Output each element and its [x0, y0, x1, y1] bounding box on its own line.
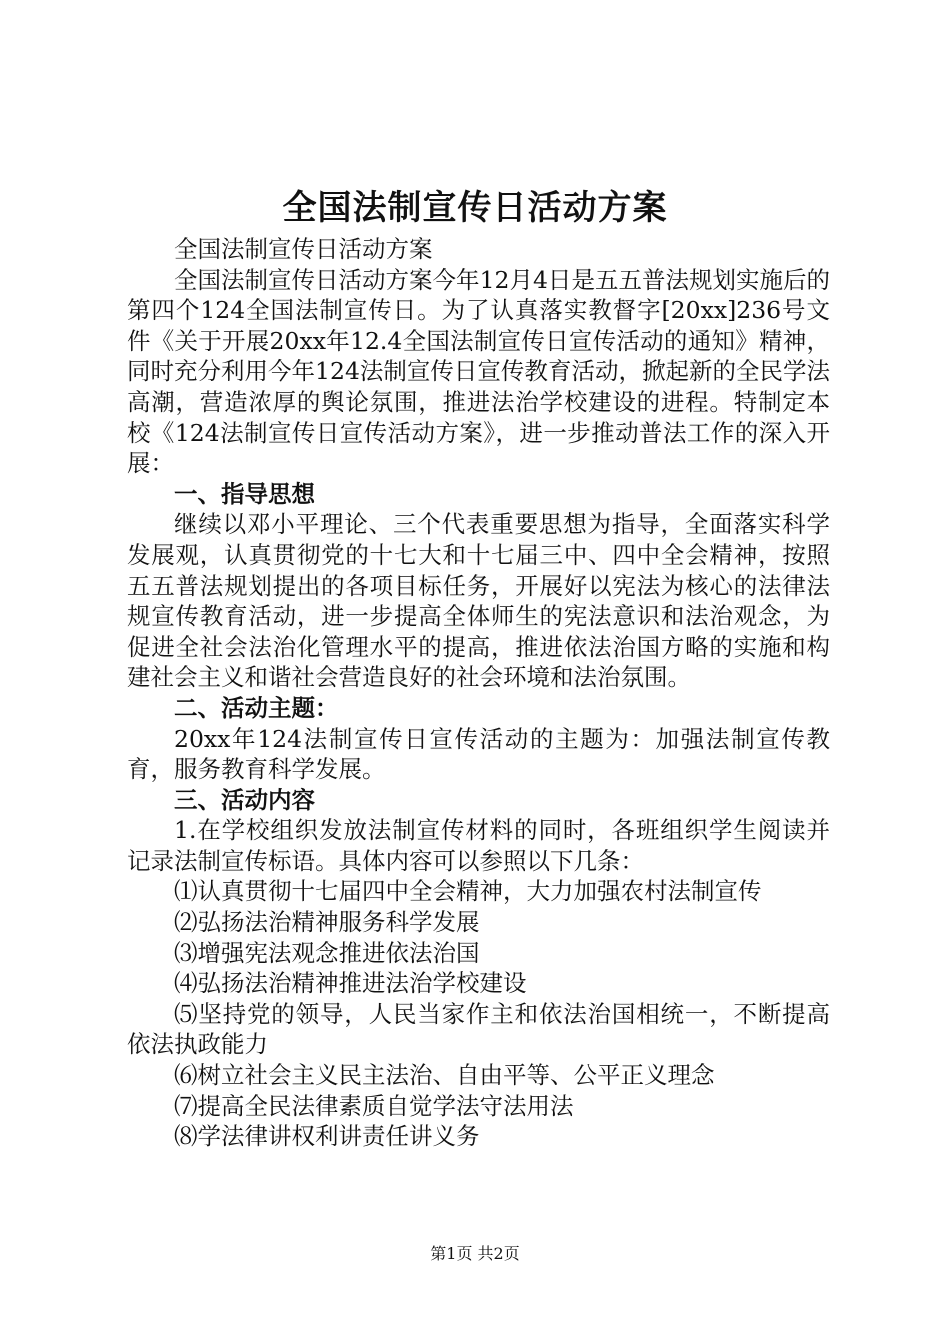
paragraph-intro: 全国法制宣传日活动方案今年12月4日是五五普法规划实施后的第四个124全国法制宣传日。为了认真落实教督字[20xx]236号文件《关于开展20xx年12.4全国法制宣传日宣传活动的通知》精神，同时充分利用今年124法制宣传日宣传教育活动，掀起新的全民学法高潮，营造浓厚的舆论氛围，推进法治学校建设的进程。特制定本校《124法制宣传日宣传活动方案》，进一步推动普法工作的深入开展：: [127, 265, 830, 478]
section-heading-theme: 二、活动主题：: [174, 693, 339, 722]
list-item: ⑺提高全民法律素质自觉学法守法用法: [174, 1091, 574, 1120]
list-item: ⑻学法律讲权利讲责任讲义务: [174, 1122, 480, 1151]
section-heading-content: 三、活动内容: [174, 785, 315, 814]
paragraph-subtitle: 全国法制宣传日活动方案: [174, 235, 433, 263]
list-item: ⑸坚持党的领导，人民当家作主和依法治国相统一，不断提高依法执政能力: [127, 999, 830, 1059]
page-footer: 第1页 共2页: [430, 1244, 520, 1263]
paragraph-guiding-thought: 继续以邓小平理论、三个代表重要思想为指导，全面落实科学发展观，认真贯彻党的十七大和十七届三中、四中全会精神，按照五五普法规划提出的各项目标任务，开展好以宪法为核心的法律法规宣传教育活动，进一步提高全体师生的宪法意识和法治观念，为促进全社会法治化管理水平的提高，推进依法治国方略的实施和构建社会主义和谐社会营造良好的社会环境和法治氛围。: [127, 510, 830, 692]
document-title: 全国法制宣传日活动方案: [282, 188, 668, 228]
list-item: ⑴认真贯彻十七届四中全会精神，大力加强农村法制宣传: [174, 877, 762, 906]
paragraph-theme: 20xx年124法制宣传日宣传活动的主题为：加强法制宣传教育，服务教育科学发展。: [127, 724, 830, 784]
document-body: [127, 234, 830, 1152]
list-item: ⑵弘扬法治精神服务科学发展: [174, 908, 480, 937]
paragraph-content-intro: 1.在学校组织发放法制宣传材料的同时，各班组织学生阅读并记录法制宣传标语。具体内容可以参照以下几条：: [127, 816, 830, 875]
list-item: ⑷弘扬法治精神推进法治学校建设: [174, 969, 527, 998]
section-heading-guiding-thought: 一、指导思想: [174, 479, 315, 508]
list-item: ⑶增强宪法观念推进依法治国: [174, 938, 480, 967]
list-item: ⑹树立社会主义民主法治、自由平等、公平正义理念: [174, 1061, 715, 1090]
